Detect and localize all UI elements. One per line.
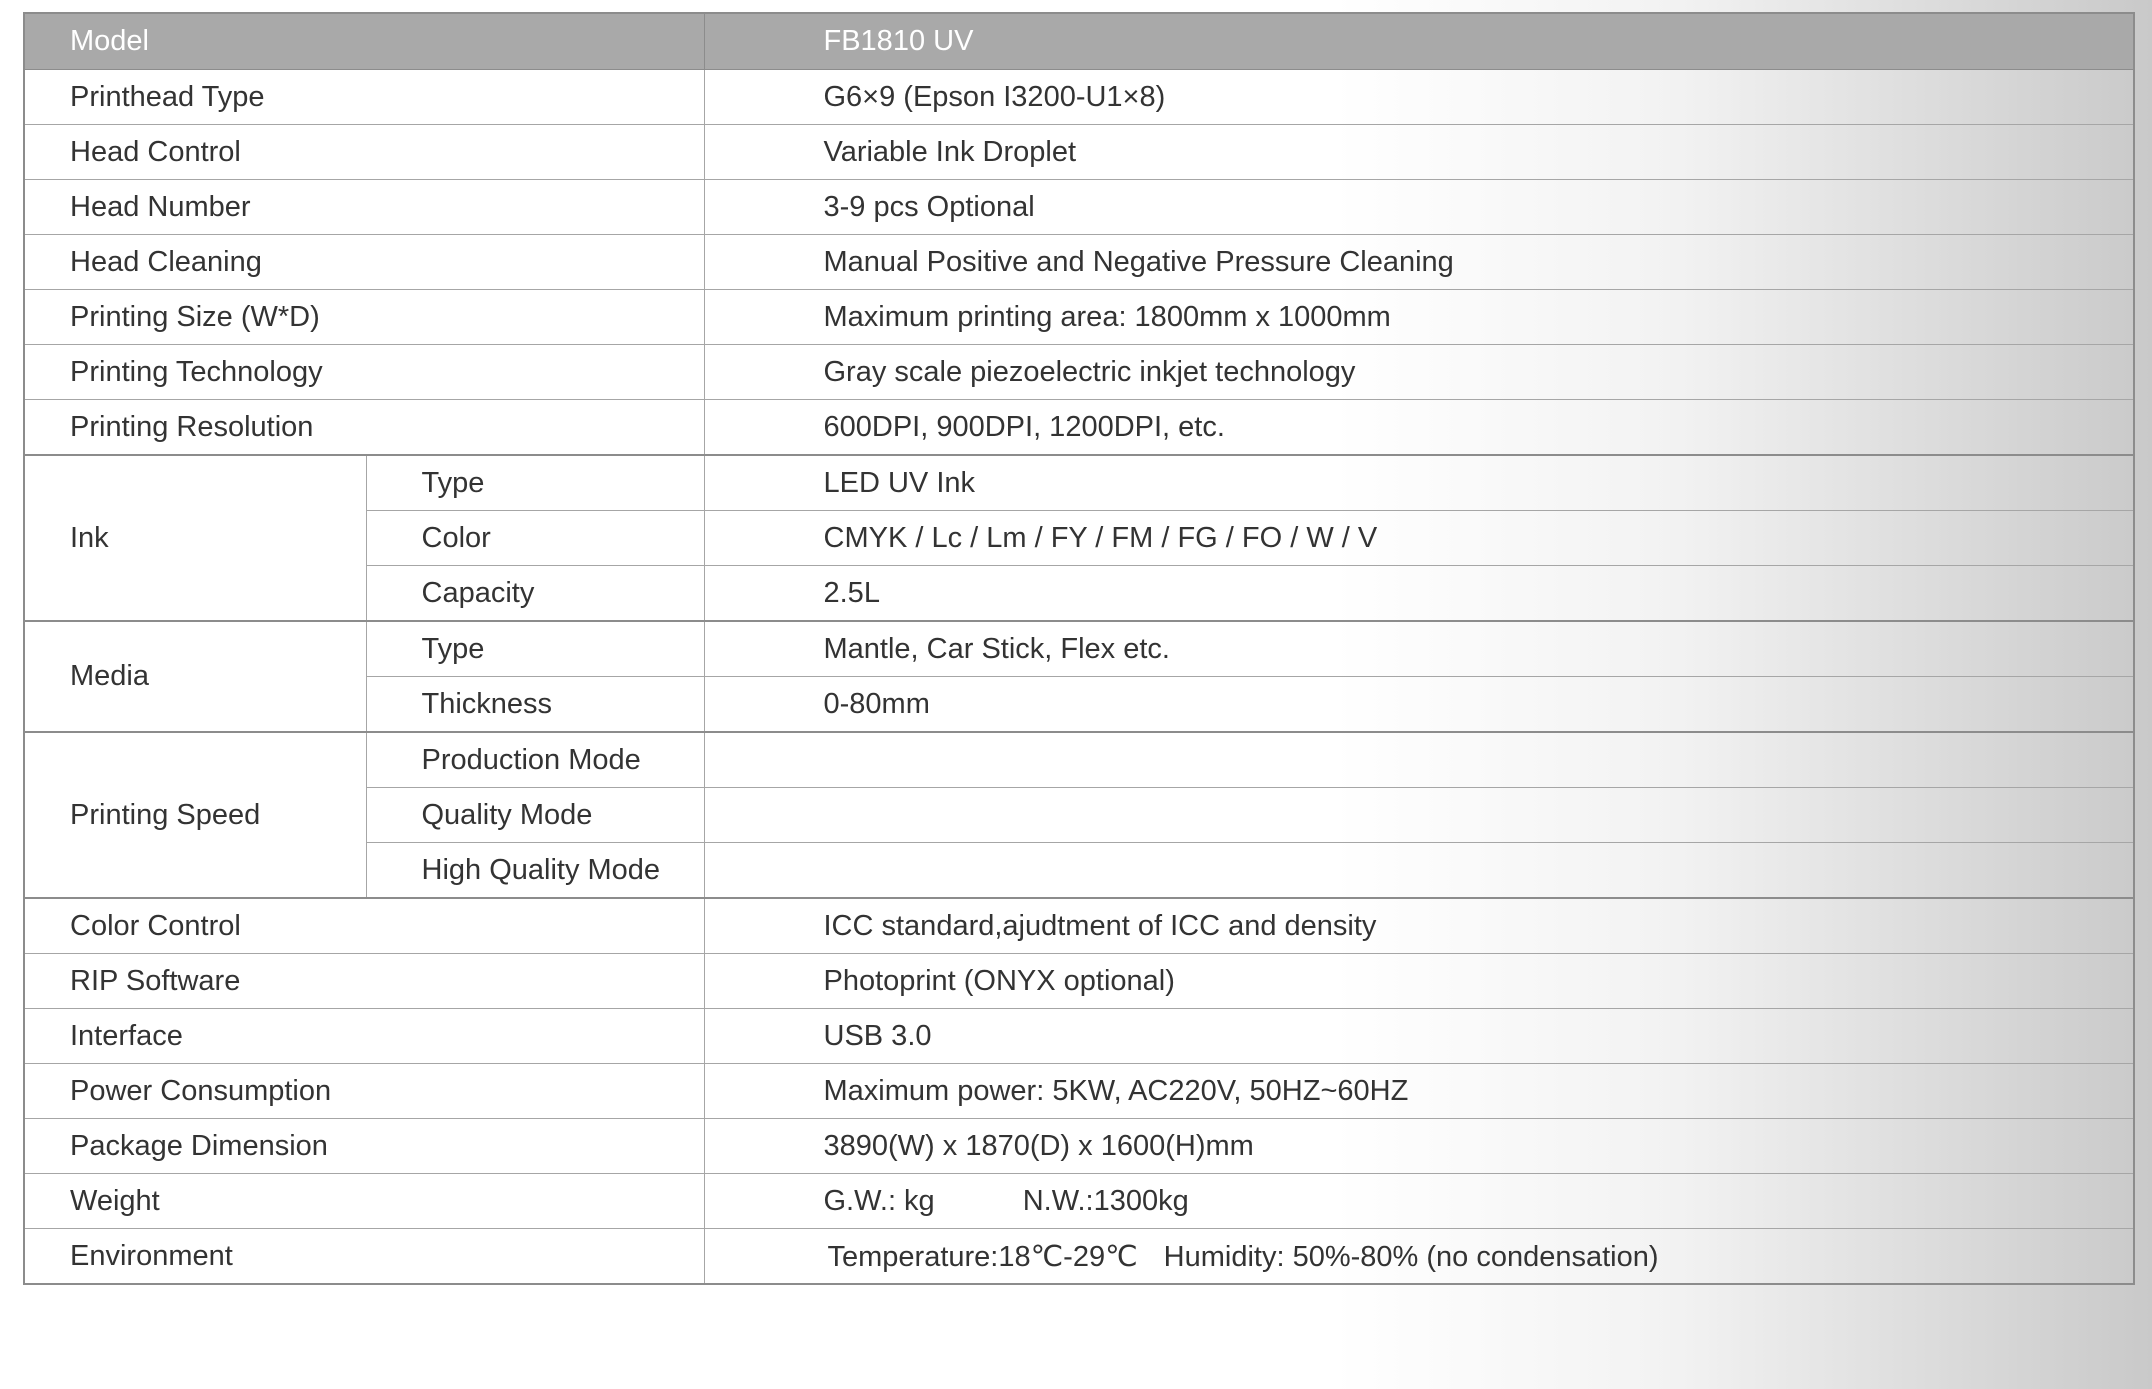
- temperature-range: Temperature:18℃-29℃: [827, 1240, 1138, 1273]
- row-environment: [24, 1229, 2134, 1285]
- row-weight: [24, 1174, 2134, 1229]
- interface-label: Interface: [24, 1009, 704, 1064]
- power-consumption-label: Power Consumption: [24, 1064, 704, 1119]
- printhead-type-label: Printhead Type: [24, 70, 704, 125]
- media-thickness-value: 0-80mm: [704, 677, 2134, 733]
- head-cleaning-value: Manual Positive and Negative Pressure Cleaning: [704, 235, 2134, 290]
- ink-color-value: CMYK / Lc / Lm / FY / FM / FG / FO / W / V: [704, 511, 2134, 566]
- printing-speed-label: Printing Speed: [24, 732, 366, 898]
- row-ink-type: [24, 455, 2134, 511]
- media-label: Media: [24, 621, 366, 732]
- package-dimension-label: Package Dimension: [24, 1119, 704, 1174]
- color-control-value: ICC standard,ajudtment of ICC and density: [704, 898, 2134, 954]
- row-printing-technology: [24, 345, 2134, 400]
- ink-color-label: Color: [366, 511, 704, 566]
- gross-weight: G.W.: kg: [823, 1184, 935, 1217]
- head-cleaning-label: Head Cleaning: [24, 235, 704, 290]
- head-number-value: 3-9 pcs Optional: [704, 180, 2134, 235]
- environment-value: [704, 1229, 2134, 1285]
- model-value: FB1810 UV: [704, 13, 2134, 70]
- production-mode-label: Production Mode: [366, 732, 704, 788]
- row-head-cleaning: [24, 235, 2134, 290]
- row-head-control: [24, 125, 2134, 180]
- row-printing-size: [24, 290, 2134, 345]
- ink-type-value: LED UV Ink: [704, 455, 2134, 511]
- interface-value: USB 3.0: [704, 1009, 2134, 1064]
- row-rip-software: [24, 954, 2134, 1009]
- printing-resolution-value: 600DPI, 900DPI, 1200DPI, etc.: [704, 400, 2134, 456]
- printhead-type-value: G6×9 (Epson I3200-U1×8): [704, 70, 2134, 125]
- rip-software-value: Photoprint (ONYX optional): [704, 954, 2134, 1009]
- ink-label: Ink: [24, 455, 366, 621]
- power-consumption-value: Maximum power: 5KW, AC220V, 50HZ~60HZ: [704, 1064, 2134, 1119]
- printing-technology-value: Gray scale piezoelectric inkjet technology: [704, 345, 2134, 400]
- row-color-control: [24, 898, 2134, 954]
- rip-software-label: RIP Software: [24, 954, 704, 1009]
- printing-size-value: Maximum printing area: 1800mm x 1000mm: [704, 290, 2134, 345]
- head-control-label: Head Control: [24, 125, 704, 180]
- model-label: Model: [24, 13, 704, 70]
- row-printhead-type: [24, 70, 2134, 125]
- high-quality-mode-label: High Quality Mode: [366, 843, 704, 899]
- weight-value: [704, 1174, 2134, 1229]
- high-quality-mode-value: [704, 843, 2134, 899]
- row-media-type: [24, 621, 2134, 677]
- media-type-label: Type: [366, 621, 704, 677]
- row-interface: [24, 1009, 2134, 1064]
- media-thickness-label: Thickness: [366, 677, 704, 733]
- color-control-label: Color Control: [24, 898, 704, 954]
- ink-capacity-value: 2.5L: [704, 566, 2134, 622]
- package-dimension-value: 3890(W) x 1870(D) x 1600(H)mm: [704, 1119, 2134, 1174]
- quality-mode-label: Quality Mode: [366, 788, 704, 843]
- row-head-number: [24, 180, 2134, 235]
- printing-technology-label: Printing Technology: [24, 345, 704, 400]
- row-speed-production: [24, 732, 2134, 788]
- net-weight: N.W.:1300kg: [1022, 1184, 1189, 1217]
- environment-label: Environment: [24, 1229, 704, 1285]
- row-model: [24, 13, 2134, 70]
- printing-size-label: Printing Size (W*D): [24, 290, 704, 345]
- row-package-dimension: [24, 1119, 2134, 1174]
- production-mode-value: [704, 732, 2134, 788]
- row-power-consumption: [24, 1064, 2134, 1119]
- media-type-value: Mantle, Car Stick, Flex etc.: [704, 621, 2134, 677]
- ink-capacity-label: Capacity: [366, 566, 704, 622]
- head-number-label: Head Number: [24, 180, 704, 235]
- printing-resolution-label: Printing Resolution: [24, 400, 704, 456]
- spec-table: [23, 12, 2135, 1285]
- humidity-range: Humidity: 50%-80% (no condensation): [1163, 1240, 1659, 1273]
- ink-type-label: Type: [366, 455, 704, 511]
- quality-mode-value: [704, 788, 2134, 843]
- head-control-value: Variable Ink Droplet: [704, 125, 2134, 180]
- weight-label: Weight: [24, 1174, 704, 1229]
- row-printing-resolution: [24, 400, 2134, 456]
